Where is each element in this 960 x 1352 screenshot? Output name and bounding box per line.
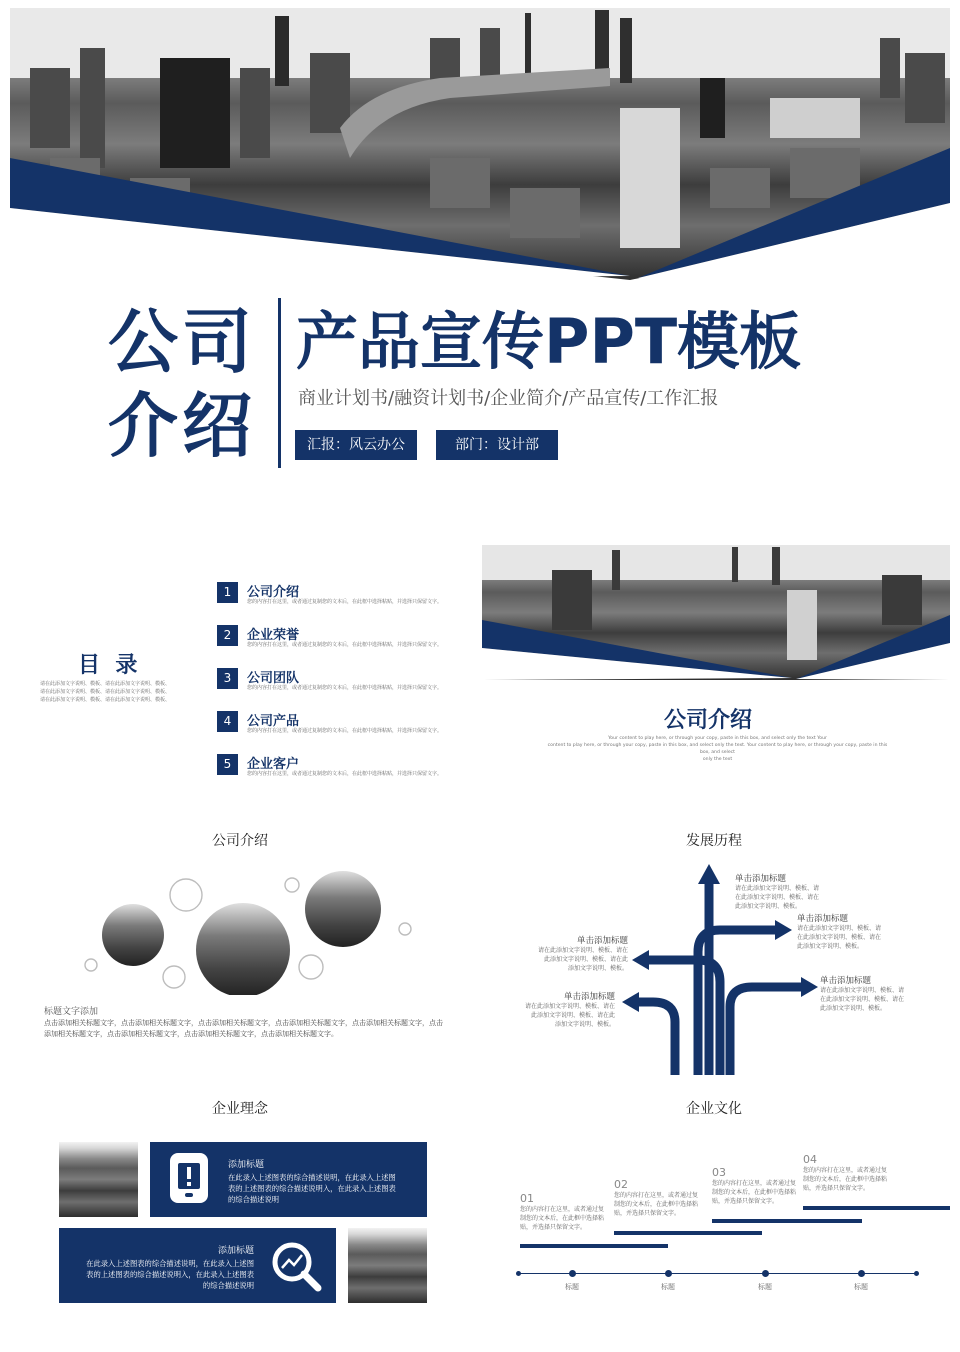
toc-item-number: 1 (217, 582, 238, 603)
culture-step-line: 贴，并选择只保留文字。 (520, 1224, 587, 1231)
culture-step-body (614, 1191, 709, 1218)
culture-step-number: 04 (803, 1153, 817, 1166)
cover-title-left-2: 介绍 (108, 385, 256, 467)
intro-body (44, 1018, 444, 1040)
toc-title: 目 录 (78, 653, 138, 678)
culture-step-line: 制您的文本后，在此框中选择粘 (520, 1215, 605, 1222)
philosophy-photo-1 (59, 1142, 138, 1217)
philosophy-card-line: 在此录入上述图表的综合描述说明，在此录入上述图 (228, 1173, 396, 1182)
culture-timeline-dot (569, 1270, 576, 1277)
toc-item[interactable] (217, 667, 467, 710)
intro-circles-graphic (80, 865, 420, 995)
history-entry (515, 990, 615, 1029)
culture-step (712, 1166, 807, 1206)
culture-step-line: 您的内容打在这里，或者通过复 (520, 1206, 605, 1213)
philosophy-card-line: 的综合描述说明 (228, 1195, 280, 1204)
history-entry-title: 单击添加标题 (576, 936, 628, 946)
toc-item-label: 公司介绍 (247, 585, 300, 600)
history-entry-line: 此添加文字说明、模板。 (820, 1005, 887, 1012)
history-entry-body (820, 986, 920, 1013)
culture-step-bar (520, 1244, 668, 1248)
philosophy-photo-2 (348, 1228, 427, 1303)
history-entry (528, 934, 628, 973)
history-entry-title: 单击添加标题 (797, 914, 849, 924)
history-entry-line: 请在此添加文字说明、模板、请 (735, 885, 820, 892)
section-skyline-graphic (482, 545, 950, 680)
culture-step-body (803, 1166, 898, 1193)
culture-timeline-label: 标题 (661, 1283, 675, 1291)
culture-step (803, 1153, 898, 1193)
philosophy-card-1-body (228, 1172, 396, 1205)
intro-caption: 标题文字添加 (44, 1007, 99, 1017)
history-entry-title: 单击添加标题 (735, 874, 787, 884)
history-entry-title: 单击添加标题 (563, 992, 615, 1002)
culture-step-body (520, 1205, 615, 1232)
philosophy-card-line: 的综合描述说明 (202, 1281, 254, 1290)
toc-item-number: 4 (217, 711, 238, 732)
section-desc-line: only the text (702, 757, 733, 762)
cover-subtitle: 商业计划书/融资计划书/企业简介/产品宣传/工作汇报 (298, 388, 719, 409)
philosophy-card-line: 表的上述图表的综合描述说明入，在此录入上述图表 (86, 1270, 254, 1279)
culture-step-line: 贴，并选择只保留文字。 (614, 1210, 681, 1217)
culture-timeline-dot (858, 1270, 865, 1277)
section-city-photo (482, 545, 950, 680)
cover-vertical-divider (278, 298, 281, 468)
cover-tag-reporter: 汇报：风云办公 (295, 430, 417, 460)
culture-timeline-label: 标题 (854, 1283, 868, 1291)
magnifier-chart-icon (270, 1240, 322, 1292)
culture-step-number: 02 (614, 1178, 628, 1191)
history-entry-line: 请在此添加文字说明、模板、请在 (537, 947, 628, 954)
history-entry-line: 请在此添加文字说明、模板、请 (820, 987, 905, 994)
history-entry-body (735, 884, 835, 911)
phone-alert-icon (170, 1153, 208, 1203)
toc-desc-line: 请在此添加文字说明、模板、请在此添加文字说明、模板、 (40, 689, 171, 695)
history-entry-line: 添加文字说明、模板。 (567, 965, 628, 972)
toc-item-desc: 您的内容打在这里，或者通过复制您的文本后，在此框中选择粘贴，并选择只保留文字。 (247, 728, 443, 734)
culture-title: 企业文化 (686, 1101, 742, 1117)
history-entry (735, 872, 835, 911)
cover-tag-department: 部门：设计部 (436, 430, 558, 460)
toc-desc-line: 请在此添加文字说明、模板、请在此添加文字说明、模板、 (40, 697, 171, 703)
culture-step-body (712, 1179, 807, 1206)
history-entry-line: 此添加文字说明、模板、请在此 (530, 1012, 615, 1019)
toc-item-number: 3 (217, 668, 238, 689)
toc-item-number: 2 (217, 625, 238, 646)
toc-item-desc: 您的内容打在这里，或者通过复制您的文本后，在此框中选择粘贴，并选择只保留文字。 (247, 642, 443, 648)
culture-step-line: 贴，并选择只保留文字。 (803, 1185, 870, 1192)
history-entry (820, 974, 920, 1013)
culture-timeline-label: 标题 (758, 1283, 772, 1291)
culture-step-number: 03 (712, 1166, 726, 1179)
history-entry-title: 单击添加标题 (820, 976, 872, 986)
history-entry-body (528, 946, 628, 973)
city-skyline-graphic (10, 8, 950, 280)
culture-step-line: 您的内容打在这里，或者通过复 (712, 1180, 797, 1187)
culture-step-line: 制您的文本后，在此框中选择粘 (803, 1176, 888, 1183)
philosophy-card-2 (59, 1228, 336, 1303)
culture-step-bar (614, 1231, 762, 1235)
cover-main-title: 产品宣传PPT模板 (296, 305, 802, 378)
history-entry-line: 此添加文字说明、模板、请在此 (543, 956, 628, 963)
toc-item-desc: 您的内容打在这里，或者通过复制您的文本后，在此框中选择粘贴，并选择只保留文字。 (247, 685, 443, 691)
philosophy-card-2-body (86, 1258, 254, 1291)
culture-step-line: 您的内容打在这里，或者通过复 (614, 1192, 699, 1199)
toc-list (217, 581, 467, 796)
history-entry-line: 添加文字说明、模板。 (554, 1021, 615, 1028)
toc-description (40, 680, 190, 704)
intro-title: 公司介绍 (212, 833, 268, 849)
culture-step-bar (712, 1219, 862, 1223)
culture-step-line: 制您的文本后，在此框中选择粘 (712, 1189, 797, 1196)
culture-step-line: 贴，并选择只保留文字。 (712, 1198, 779, 1205)
toc-item[interactable] (217, 753, 467, 796)
philosophy-card-1-title: 添加标题 (228, 1160, 265, 1170)
history-entry-line: 此添加文字说明、模板。 (797, 943, 864, 950)
culture-step-number: 01 (520, 1192, 534, 1205)
culture-step (520, 1192, 615, 1232)
culture-timeline-dot (516, 1271, 521, 1276)
section-title: 公司介绍 (664, 708, 753, 733)
history-entry-body (515, 1002, 615, 1029)
toc-item-desc: 您的内容打在这里，或者通过复制您的文本后，在此框中选择粘贴，并选择只保留文字。 (247, 599, 443, 605)
intro-body-line: 添加相关标题文字，点击添加相关标题文字，点击添加相关标题文字，点击添加相关标题文字。 (44, 1030, 338, 1038)
history-entry (797, 912, 897, 951)
intro-body-line: 点击添加相关标题文字，点击添加相关标题文字，点击添加相关标题文字，点击添加相关标题文字，点击添加相关标题文字，点击 (44, 1019, 443, 1027)
history-entry-line: 在此添加文字说明、模板、请在 (820, 996, 905, 1003)
philosophy-card-line: 在此录入上述图表的综合描述说明，在此录入上述图 (86, 1259, 254, 1268)
history-entry-line: 请在此添加文字说明、模板、请 (797, 925, 882, 932)
culture-timeline-dot (762, 1270, 769, 1277)
culture-step (614, 1178, 709, 1218)
culture-timeline-dot (914, 1271, 919, 1276)
toc-item-label: 公司团队 (247, 671, 300, 686)
toc-item[interactable] (217, 581, 467, 624)
history-entry-line: 在此添加文字说明、模板、请在 (735, 894, 820, 901)
toc-item-label: 企业荣誉 (247, 628, 300, 643)
culture-step-line: 您的内容打在这里，或者通过复 (803, 1167, 888, 1174)
culture-step-line: 制您的文本后，在此框中选择粘 (614, 1201, 699, 1208)
toc-item-label: 企业客户 (247, 757, 300, 772)
history-entry-line: 在此添加文字说明、模板、请在 (797, 934, 882, 941)
history-entry-body (797, 924, 897, 951)
toc-item-number: 5 (217, 754, 238, 775)
culture-timeline-dot (665, 1270, 672, 1277)
cover-title-left-1: 公司 (108, 301, 256, 383)
toc-item-desc: 您的内容打在这里，或者通过复制您的文本后，在此框中选择粘贴，并选择只保留文字。 (247, 771, 443, 777)
toc-item[interactable] (217, 710, 467, 753)
section-desc-line: content to play here, or through your copy, paste in this box, and select only the text. Your content to play here, or through your copy, paste in this box, and select (547, 743, 888, 755)
section-desc-line: Your content to play here, or through your copy, paste in this box, and select only the text Your (608, 736, 827, 741)
culture-timeline-label: 标题 (565, 1283, 579, 1291)
history-title: 发展历程 (686, 833, 742, 849)
cover-city-photo (10, 8, 950, 280)
history-entry-line: 请在此添加文字说明、模板、请在 (524, 1003, 615, 1010)
toc-desc-line: 请在此添加文字说明、模板、请在此添加文字说明、模板、 (40, 681, 171, 687)
toc-item-label: 公司产品 (247, 714, 300, 729)
history-entry-line: 此添加文字说明、模板。 (735, 903, 802, 910)
section-description (545, 735, 890, 763)
toc-item[interactable] (217, 624, 467, 667)
philosophy-title: 企业理念 (212, 1101, 268, 1117)
philosophy-card-1 (150, 1142, 427, 1217)
philosophy-card-line: 表的上述图表的综合描述说明入，在此录入上述图表 (228, 1184, 396, 1193)
philosophy-card-2-title: 添加标题 (217, 1246, 254, 1256)
culture-step-bar (803, 1206, 950, 1210)
